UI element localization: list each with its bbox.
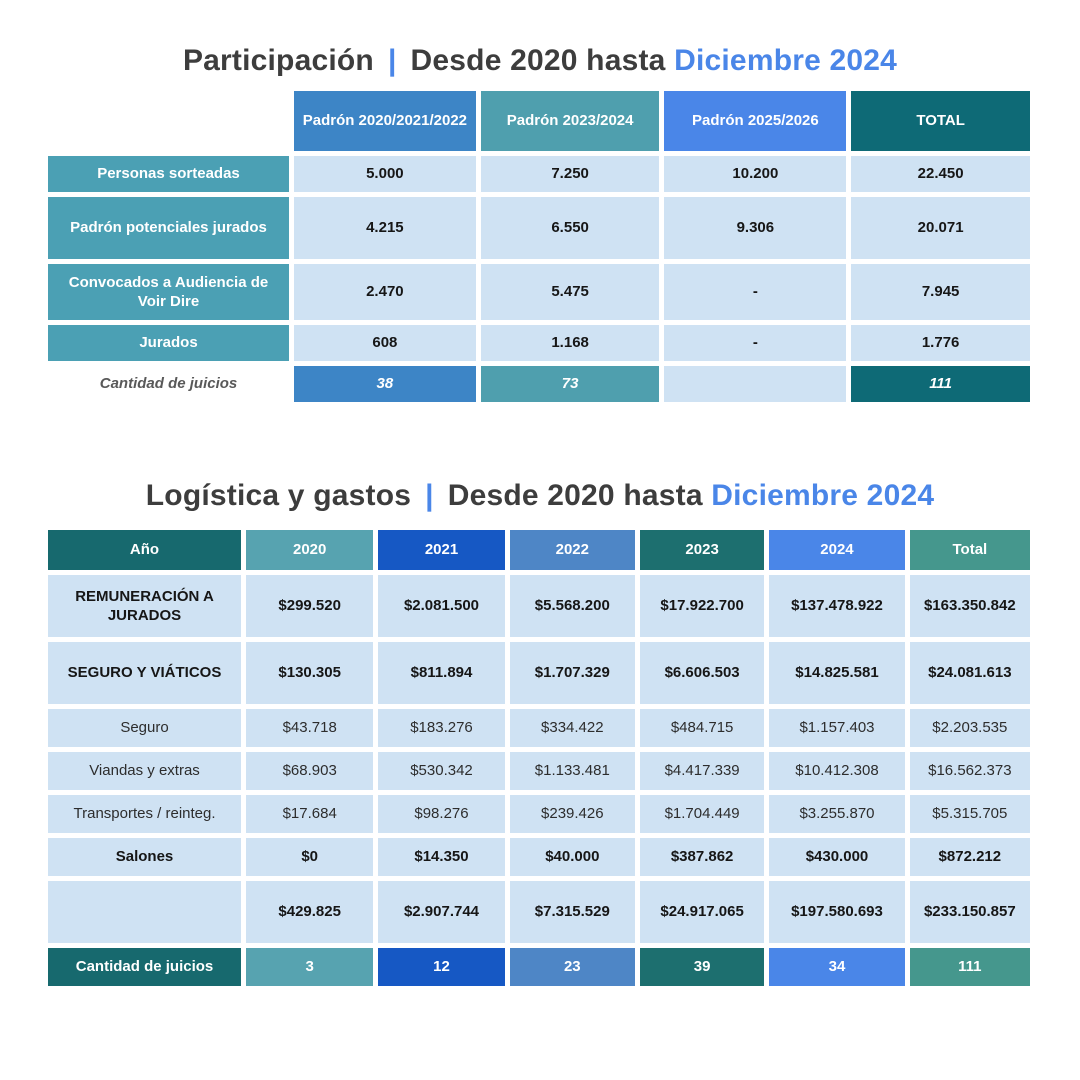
logistics-column-header: 2023 bbox=[640, 530, 764, 570]
participation-column-header: Padrón 2025/2026 bbox=[664, 91, 846, 151]
participation-row bbox=[48, 197, 1030, 259]
logistics-title bbox=[0, 407, 1080, 513]
logistics-cell: $14.350 bbox=[378, 838, 504, 876]
participation-row bbox=[48, 264, 1030, 320]
participation-footer-cell: 111 bbox=[851, 366, 1030, 402]
logistics-cell: $7.315.529 bbox=[510, 881, 635, 943]
logistics-cell: $387.862 bbox=[640, 838, 764, 876]
participation-footer-label: Cantidad de juicios bbox=[99, 375, 238, 393]
participation-cell: 1.776 bbox=[851, 325, 1030, 361]
logistics-footer-cell: 34 bbox=[769, 948, 904, 986]
logistics-row-label: Salones bbox=[48, 838, 241, 876]
logistics-cell: $197.580.693 bbox=[769, 881, 904, 943]
participation-title bbox=[0, 0, 1080, 78]
logistics-cell: $1.704.449 bbox=[640, 795, 764, 833]
logistics-cell: $6.606.503 bbox=[640, 642, 764, 704]
logistics-cell: $98.276 bbox=[378, 795, 504, 833]
logistics-cell: $17.684 bbox=[246, 795, 373, 833]
logistics-cell: $334.422 bbox=[510, 709, 635, 747]
participation-row bbox=[48, 325, 1030, 361]
logistics-cell: $5.568.200 bbox=[510, 575, 635, 637]
logistics-cell: $5.315.705 bbox=[910, 795, 1030, 833]
participation-row-label: Convocados a Audiencia de Voir Dire bbox=[48, 264, 289, 320]
logistics-column-header: 2022 bbox=[510, 530, 635, 570]
logistics-cell: $1.707.329 bbox=[510, 642, 635, 704]
logistics-footer-cell: 39 bbox=[640, 948, 764, 986]
logistics-footer-cell: 23 bbox=[510, 948, 635, 986]
logistics-cell: $2.081.500 bbox=[378, 575, 504, 637]
logistics-cell: $24.917.065 bbox=[640, 881, 764, 943]
participation-header-spacer bbox=[48, 91, 289, 151]
logistics-row-label: Transportes / reinteg. bbox=[48, 795, 241, 833]
logistics-header-row bbox=[48, 530, 1030, 570]
participation-cell: 5.475 bbox=[481, 264, 660, 320]
logistics-row bbox=[48, 838, 1030, 876]
logistics-cell: $429.825 bbox=[246, 881, 373, 943]
participation-cell: 6.550 bbox=[481, 197, 660, 259]
logistics-cell: $872.212 bbox=[910, 838, 1030, 876]
participation-column-header: Padrón 2020/2021/2022 bbox=[294, 91, 476, 151]
logistics-cell: $10.412.308 bbox=[769, 752, 904, 790]
participation-title-left: Participación bbox=[182, 44, 374, 77]
participation-cell: - bbox=[664, 264, 846, 320]
logistics-row-label: SEGURO Y VIÁTICOS bbox=[48, 642, 241, 704]
logistics-cell: $1.157.403 bbox=[769, 709, 904, 747]
participation-column-header: TOTAL bbox=[851, 91, 1030, 151]
logistics-table bbox=[43, 525, 1035, 991]
participation-footer-cell-empty bbox=[664, 366, 846, 402]
logistics-cell: $430.000 bbox=[769, 838, 904, 876]
participation-cell: 4.215 bbox=[294, 197, 476, 259]
logistics-column-header: 2020 bbox=[246, 530, 373, 570]
participation-cell: 5.000 bbox=[294, 156, 476, 192]
logistics-footer-cell: 111 bbox=[910, 948, 1030, 986]
participation-row bbox=[48, 156, 1030, 192]
logistics-column-header: 2021 bbox=[378, 530, 504, 570]
logistics-cell: $0 bbox=[246, 838, 373, 876]
participation-title-middle: Desde 2020 hasta bbox=[410, 44, 666, 77]
logistics-cell: $530.342 bbox=[378, 752, 504, 790]
logistics-cell: $2.907.744 bbox=[378, 881, 504, 943]
logistics-row bbox=[48, 642, 1030, 704]
logistics-row-label: Viandas y extras bbox=[48, 752, 241, 790]
logistics-cell: $16.562.373 bbox=[910, 752, 1030, 790]
logistics-row-label: REMUNERACIÓN A JURADOS bbox=[48, 575, 241, 637]
participation-cell: - bbox=[664, 325, 846, 361]
logistics-row bbox=[48, 575, 1030, 637]
participation-cell: 608 bbox=[294, 325, 476, 361]
title-separator: | bbox=[425, 479, 434, 512]
logistics-title-left: Logística y gastos bbox=[145, 479, 412, 512]
participation-title-highlight: Diciembre 2024 bbox=[674, 44, 898, 77]
logistics-cell: $484.715 bbox=[640, 709, 764, 747]
participation-cell: 2.470 bbox=[294, 264, 476, 320]
logistics-cell: $3.255.870 bbox=[769, 795, 904, 833]
logistics-cell: $1.133.481 bbox=[510, 752, 635, 790]
participation-column-header: Padrón 2023/2024 bbox=[481, 91, 660, 151]
logistics-cell: $14.825.581 bbox=[769, 642, 904, 704]
participation-cell: 22.450 bbox=[851, 156, 1030, 192]
logistics-cell: $811.894 bbox=[378, 642, 504, 704]
logistics-footer-cell: 12 bbox=[378, 948, 504, 986]
logistics-footer-row bbox=[48, 948, 1030, 986]
participation-cell: 20.071 bbox=[851, 197, 1030, 259]
logistics-title-highlight: Diciembre 2024 bbox=[711, 479, 935, 512]
logistics-row bbox=[48, 752, 1030, 790]
logistics-row bbox=[48, 795, 1030, 833]
participation-footer-row bbox=[48, 366, 1030, 402]
logistics-row bbox=[48, 709, 1030, 747]
participation-cell: 1.168 bbox=[481, 325, 660, 361]
participation-row-label: Padrón potenciales jurados bbox=[48, 197, 289, 259]
participation-cell: 9.306 bbox=[664, 197, 846, 259]
logistics-footer-cell: 3 bbox=[246, 948, 373, 986]
participation-table bbox=[43, 86, 1035, 407]
logistics-cell: $68.903 bbox=[246, 752, 373, 790]
participation-header-row bbox=[48, 91, 1030, 151]
logistics-cell: $299.520 bbox=[246, 575, 373, 637]
participation-cell: 7.945 bbox=[851, 264, 1030, 320]
logistics-cell: $43.718 bbox=[246, 709, 373, 747]
title-separator: | bbox=[387, 44, 397, 77]
participation-cell: 7.250 bbox=[481, 156, 660, 192]
logistics-cell: $183.276 bbox=[378, 709, 504, 747]
logistics-cell: $239.426 bbox=[510, 795, 635, 833]
logistics-cell: $130.305 bbox=[246, 642, 373, 704]
participation-cell: 10.200 bbox=[664, 156, 846, 192]
logistics-cell: $4.417.339 bbox=[640, 752, 764, 790]
logistics-total-row bbox=[48, 881, 1030, 943]
logistics-cell: $40.000 bbox=[510, 838, 635, 876]
logistics-row-label-empty bbox=[48, 881, 241, 943]
logistics-column-header: Total bbox=[910, 530, 1030, 570]
logistics-footer-label: Cantidad de juicios bbox=[48, 948, 241, 986]
logistics-cell: $17.922.700 bbox=[640, 575, 764, 637]
logistics-cell: $233.150.857 bbox=[910, 881, 1030, 943]
logistics-row-label: Seguro bbox=[48, 709, 241, 747]
logistics-column-header: 2024 bbox=[769, 530, 904, 570]
logistics-column-header: Año bbox=[48, 530, 241, 570]
logistics-cell: $163.350.842 bbox=[910, 575, 1030, 637]
participation-row-label: Personas sorteadas bbox=[48, 156, 289, 192]
logistics-cell: $2.203.535 bbox=[910, 709, 1030, 747]
logistics-cell: $24.081.613 bbox=[910, 642, 1030, 704]
participation-row-label: Jurados bbox=[48, 325, 289, 361]
participation-footer-cell: 38 bbox=[294, 366, 476, 402]
logistics-title-middle: Desde 2020 hasta bbox=[447, 479, 703, 512]
participation-footer-cell: 73 bbox=[481, 366, 660, 402]
logistics-cell: $137.478.922 bbox=[769, 575, 904, 637]
